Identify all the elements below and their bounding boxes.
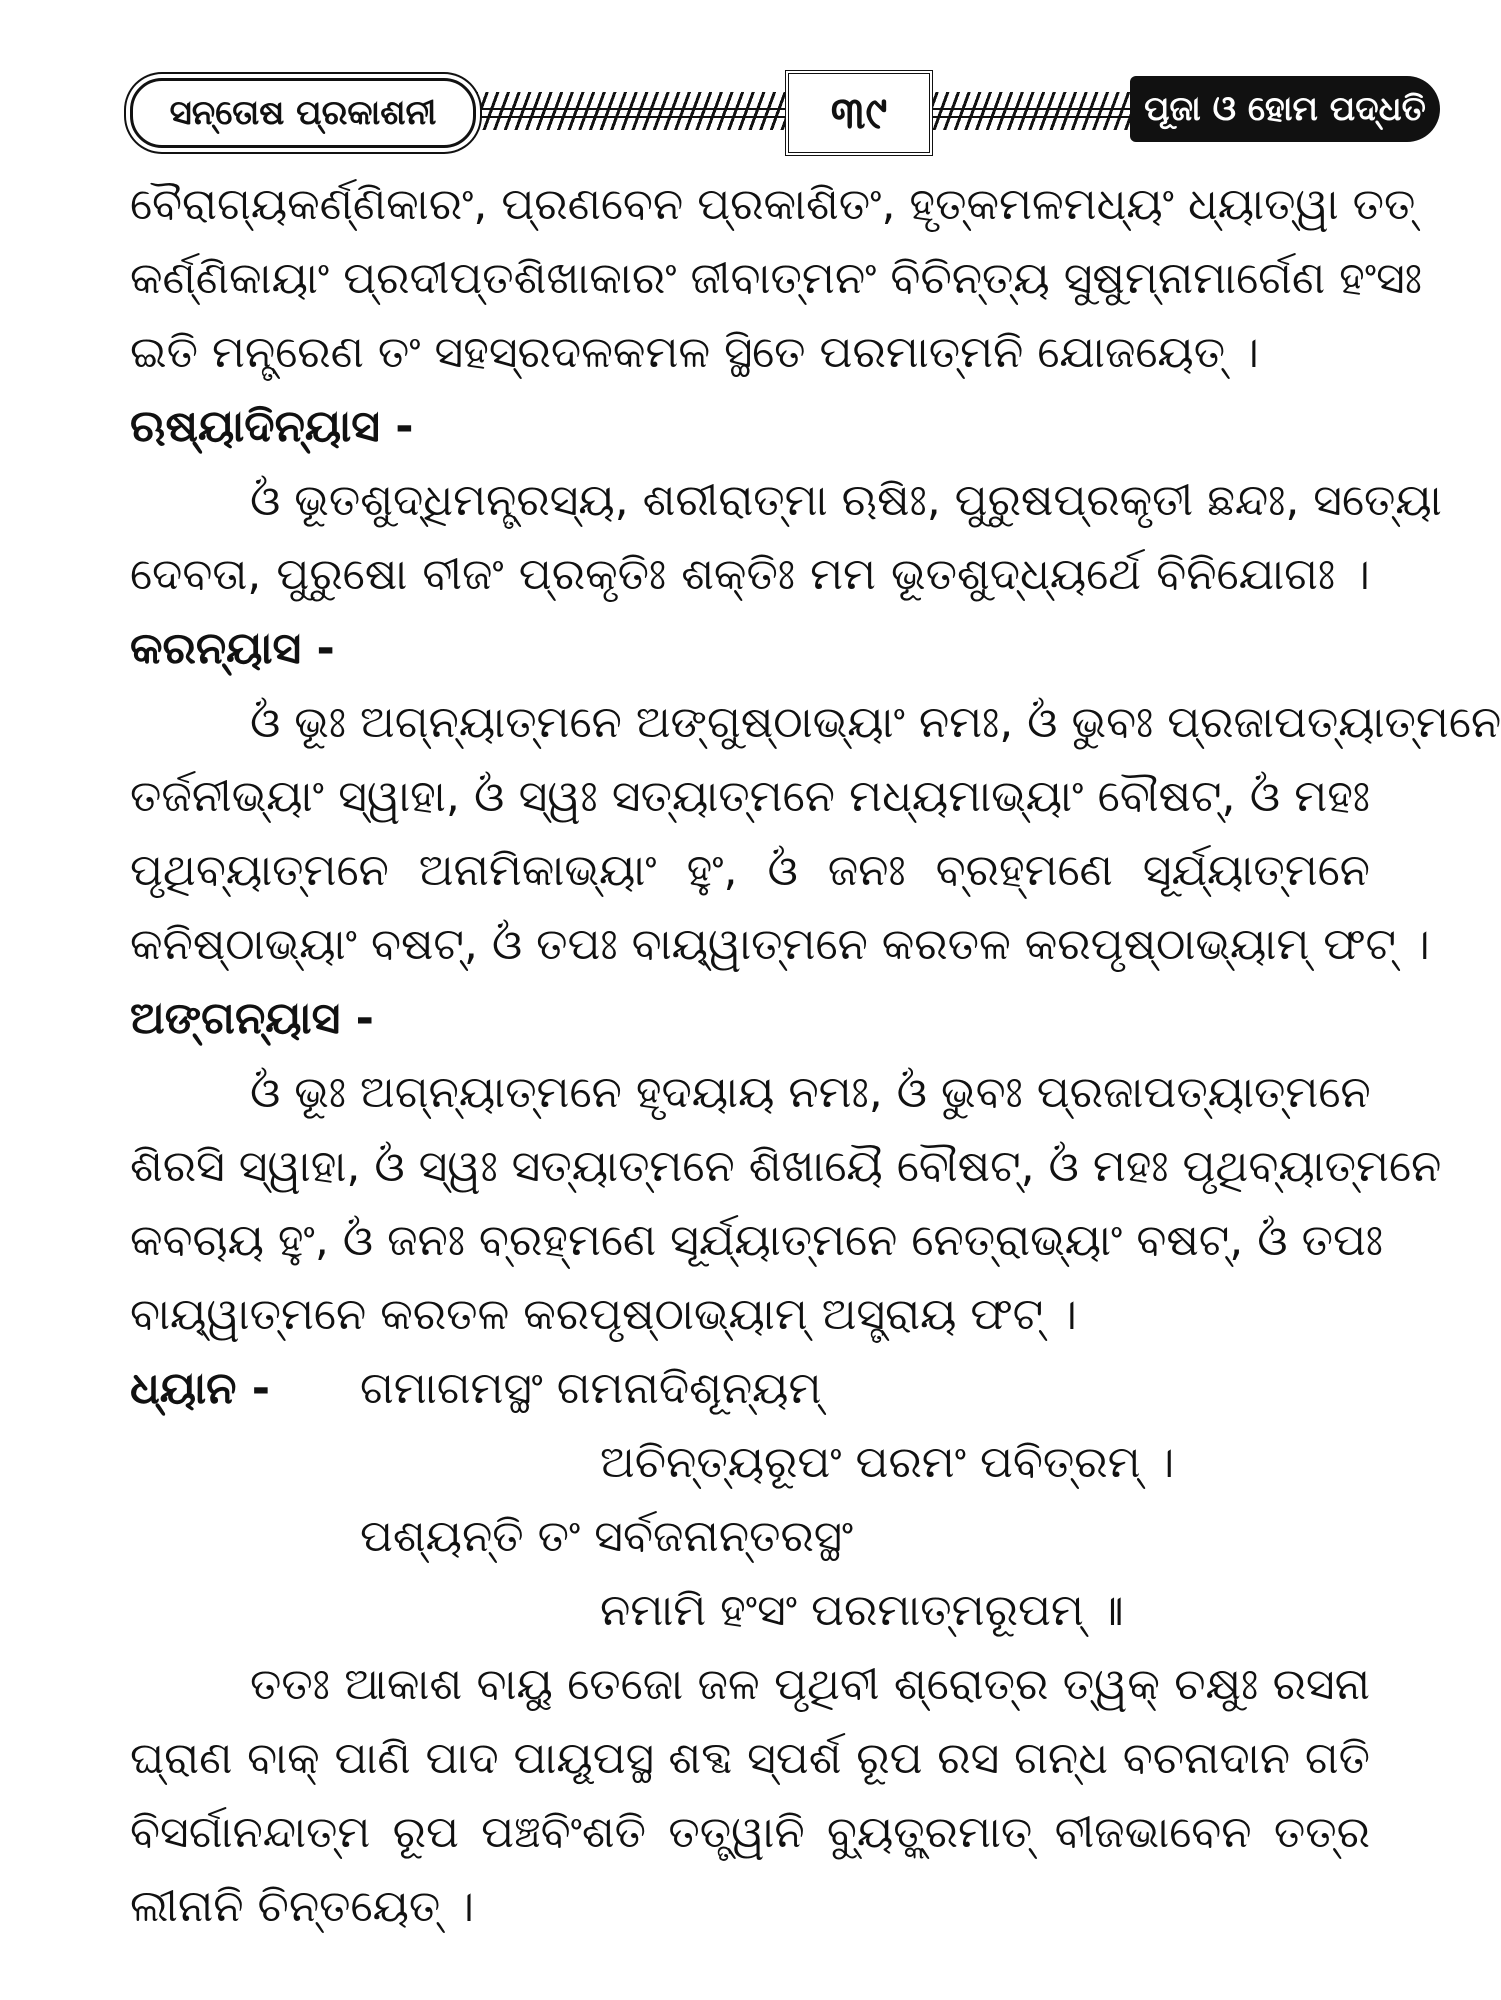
dhyana-row <box>130 1352 1370 1426</box>
intro-line: ବୈରାଗ୍ୟକର୍ଣ୍ଣିକାରଂ, ପ୍ରଣବେନ ପ୍ରକାଶିତଂ, ହୃତ୍କମଳମଧ୍ୟଂ ଧ୍ୟାତ୍ୱା ତତ୍ <box>130 179 1416 230</box>
page-header <box>130 70 1426 152</box>
karanyasa-line: ତର୍ଜନୀଭ୍ୟାଂ ସ୍ୱାହା, ଓଁ ସ୍ୱଃ ସତ୍ୟାତ୍ମନେ ମଧ୍ୟମାଭ୍ୟାଂ ବୌଷଟ୍, ଓଁ ମହଃ <box>130 771 1370 822</box>
header-ornament-right <box>925 92 1130 130</box>
anganyasa-line: କବଚାୟ ହୁଂ, ଓଁ ଜନଃ ବ୍ରହ୍ମଣେ ସୂର୍ଯ୍ୟାତ୍ମନେ ନେତ୍ରାଭ୍ୟାଂ ବଷଟ୍, ଓଁ ତପଃ <box>130 1215 1383 1266</box>
dhyana-verse-line: ଅଚିନ୍ତ୍ୟରୂପଂ ପରମଂ ପବିତ୍ରମ୍ । <box>600 1437 1175 1488</box>
anganyasa-line: ବାୟ୍ୱାତ୍ମନେ କରତଳ କରପୃଷ୍ଠାଭ୍ୟାମ୍ ଅସ୍ତ୍ରାୟ ଫଟ୍ । <box>130 1289 1077 1340</box>
dhyana-heading: ଧ୍ୟାନ - <box>130 1363 271 1414</box>
karanyasa-line: ପୃଥିବ୍ୟାତ୍ମନେ ଅନାମିକାଭ୍ୟାଂ ହୁଂ, ଓଁ ଜନଃ ବ୍ରହ୍ମଣେ ସୂର୍ଯ୍ୟାତ୍ମନେ <box>130 845 1370 896</box>
page-body <box>130 168 1501 1944</box>
page-number: ୩୯ <box>785 70 933 156</box>
closing-line: ବିସର୍ଗାନନ୍ଦାତ୍ମ ରୂପ ପଞ୍ଚବିଂଶତି ତତ୍ତ୍ୱାନି ବ୍ୟୁତ୍କ୍ରମାତ୍ ବୀଜଭାବେନ ତତ୍ର <box>130 1807 1370 1858</box>
closing-line: ଘ୍ରାଣ ବାକ୍ ପାଣି ପାଦ ପାୟୂପସ୍ଥ ଶବ୍ଦ ସ୍ପର୍ଶ ରୂପ ରସ ଗନ୍ଧ ବଚନାଦାନ ଗତି <box>130 1733 1370 1784</box>
karanyasa-line: ଓଁ ଭୂଃ ଅଗ୍ନ୍ୟାତ୍ମନେ ଅଙ୍ଗୁଷ୍ଠାଭ୍ୟାଂ ନମଃ, ଓଁ ଭୁବଃ ପ୍ରଜାପତ୍ୟାତ୍ମନେ <box>250 697 1501 748</box>
rishyadinyasa-line: ଓଁ ଭୂତଶୁଦ୍ଧିମନ୍ତ୍ରସ୍ୟ, ଶରୀରାତ୍ମା ଋଷିଃ, ପୁରୁଷପ୍ରକୃତୀ ଛନ୍ଦଃ, ସତ୍ୟୋ <box>250 475 1442 526</box>
intro-line: ଇତି ମନ୍ତ୍ରେଣ ତଂ ସହସ୍ରଦଳକମଳ ସ୍ଥିତେ ପରମାତ୍ମନି ଯୋଜୟେତ୍ । <box>130 327 1259 378</box>
anganyasa-heading: ଅଙ୍ଗନ୍ୟାସ - <box>130 993 374 1044</box>
intro-line: କର୍ଣ୍ଣିକାୟାଂ ପ୍ରଦୀପ୍ତଶିଖାକାରଂ ଜୀବାତ୍ମନଂ ବିଚିନ୍ତ୍ୟ ସୁଷୁମ୍ନାମାର୍ଗେଣ ହଂସଃ <box>130 253 1422 304</box>
karanyasa-line: କନିଷ୍ଠାଭ୍ୟାଂ ବଷଟ୍, ଓଁ ତପଃ ବାୟ୍ୱାତ୍ମନେ କରତଳ କରପୃଷ୍ଠାଭ୍ୟାମ୍ ଫଟ୍ । <box>130 919 1430 970</box>
header-ornament-left <box>475 92 785 130</box>
publisher-name: ସନ୍ତୋଷ ପ୍ରକାଶନୀ <box>130 78 476 148</box>
anganyasa-line: ଶିରସି ସ୍ୱାହା, ଓଁ ସ୍ୱଃ ସତ୍ୟାତ୍ମନେ ଶିଖାୟୈ ବୌଷଟ୍, ଓଁ ମହଃ ପୃଥିବ୍ୟାତ୍ମନେ <box>130 1141 1442 1192</box>
rishyadinyasa-line: ଦେବତା, ପୁରୁଷୋ ବୀଜଂ ପ୍ରକୃତିଃ ଶକ୍ତିଃ ମମ ଭୂତଶୁଦ୍ଧ୍ୟର୍ଥେ ବିନିଯୋଗଃ । <box>130 549 1370 600</box>
closing-line: ଲୀନାନି ଚିନ୍ତୟେତ୍ । <box>130 1881 475 1932</box>
dhyana-verse-line: ପଶ୍ୟନ୍ତି ତଂ ସର୍ବଜନାନ୍ତରସ୍ଥଂ <box>360 1511 854 1562</box>
rishyadinyasa-heading: ଋଷ୍ୟାଦିନ୍ୟାସ - <box>130 401 414 452</box>
karanyasa-heading: କରନ୍ୟାସ - <box>130 623 335 674</box>
dhyana-verse-line: ଗମାଗମସ୍ଥଂ ଗମନାଦିଶୂନ୍ୟମ୍ <box>360 1363 822 1414</box>
anganyasa-line: ଓଁ ଭୂଃ ଅଗ୍ନ୍ୟାତ୍ମନେ ହୃଦୟାୟ ନମଃ, ଓଁ ଭୁବଃ ପ୍ରଜାପତ୍ୟାତ୍ମନେ <box>250 1067 1371 1118</box>
closing-line: ତତଃ ଆକାଶ ବାୟୁ ତେଜୋ ଜଳ ପୃଥିବୀ ଶ୍ରୋତ୍ର ତ୍ୱକ୍ ଚକ୍ଷୁଃ ରସନା <box>250 1659 1370 1710</box>
book-title: ପୂଜା ଓ ହୋମ ପଦ୍ଧତି <box>1130 76 1440 142</box>
dhyana-verse-line: ନମାମି ହଂସଂ ପରମାତ୍ମରୂପମ୍ ॥ <box>600 1585 1124 1636</box>
